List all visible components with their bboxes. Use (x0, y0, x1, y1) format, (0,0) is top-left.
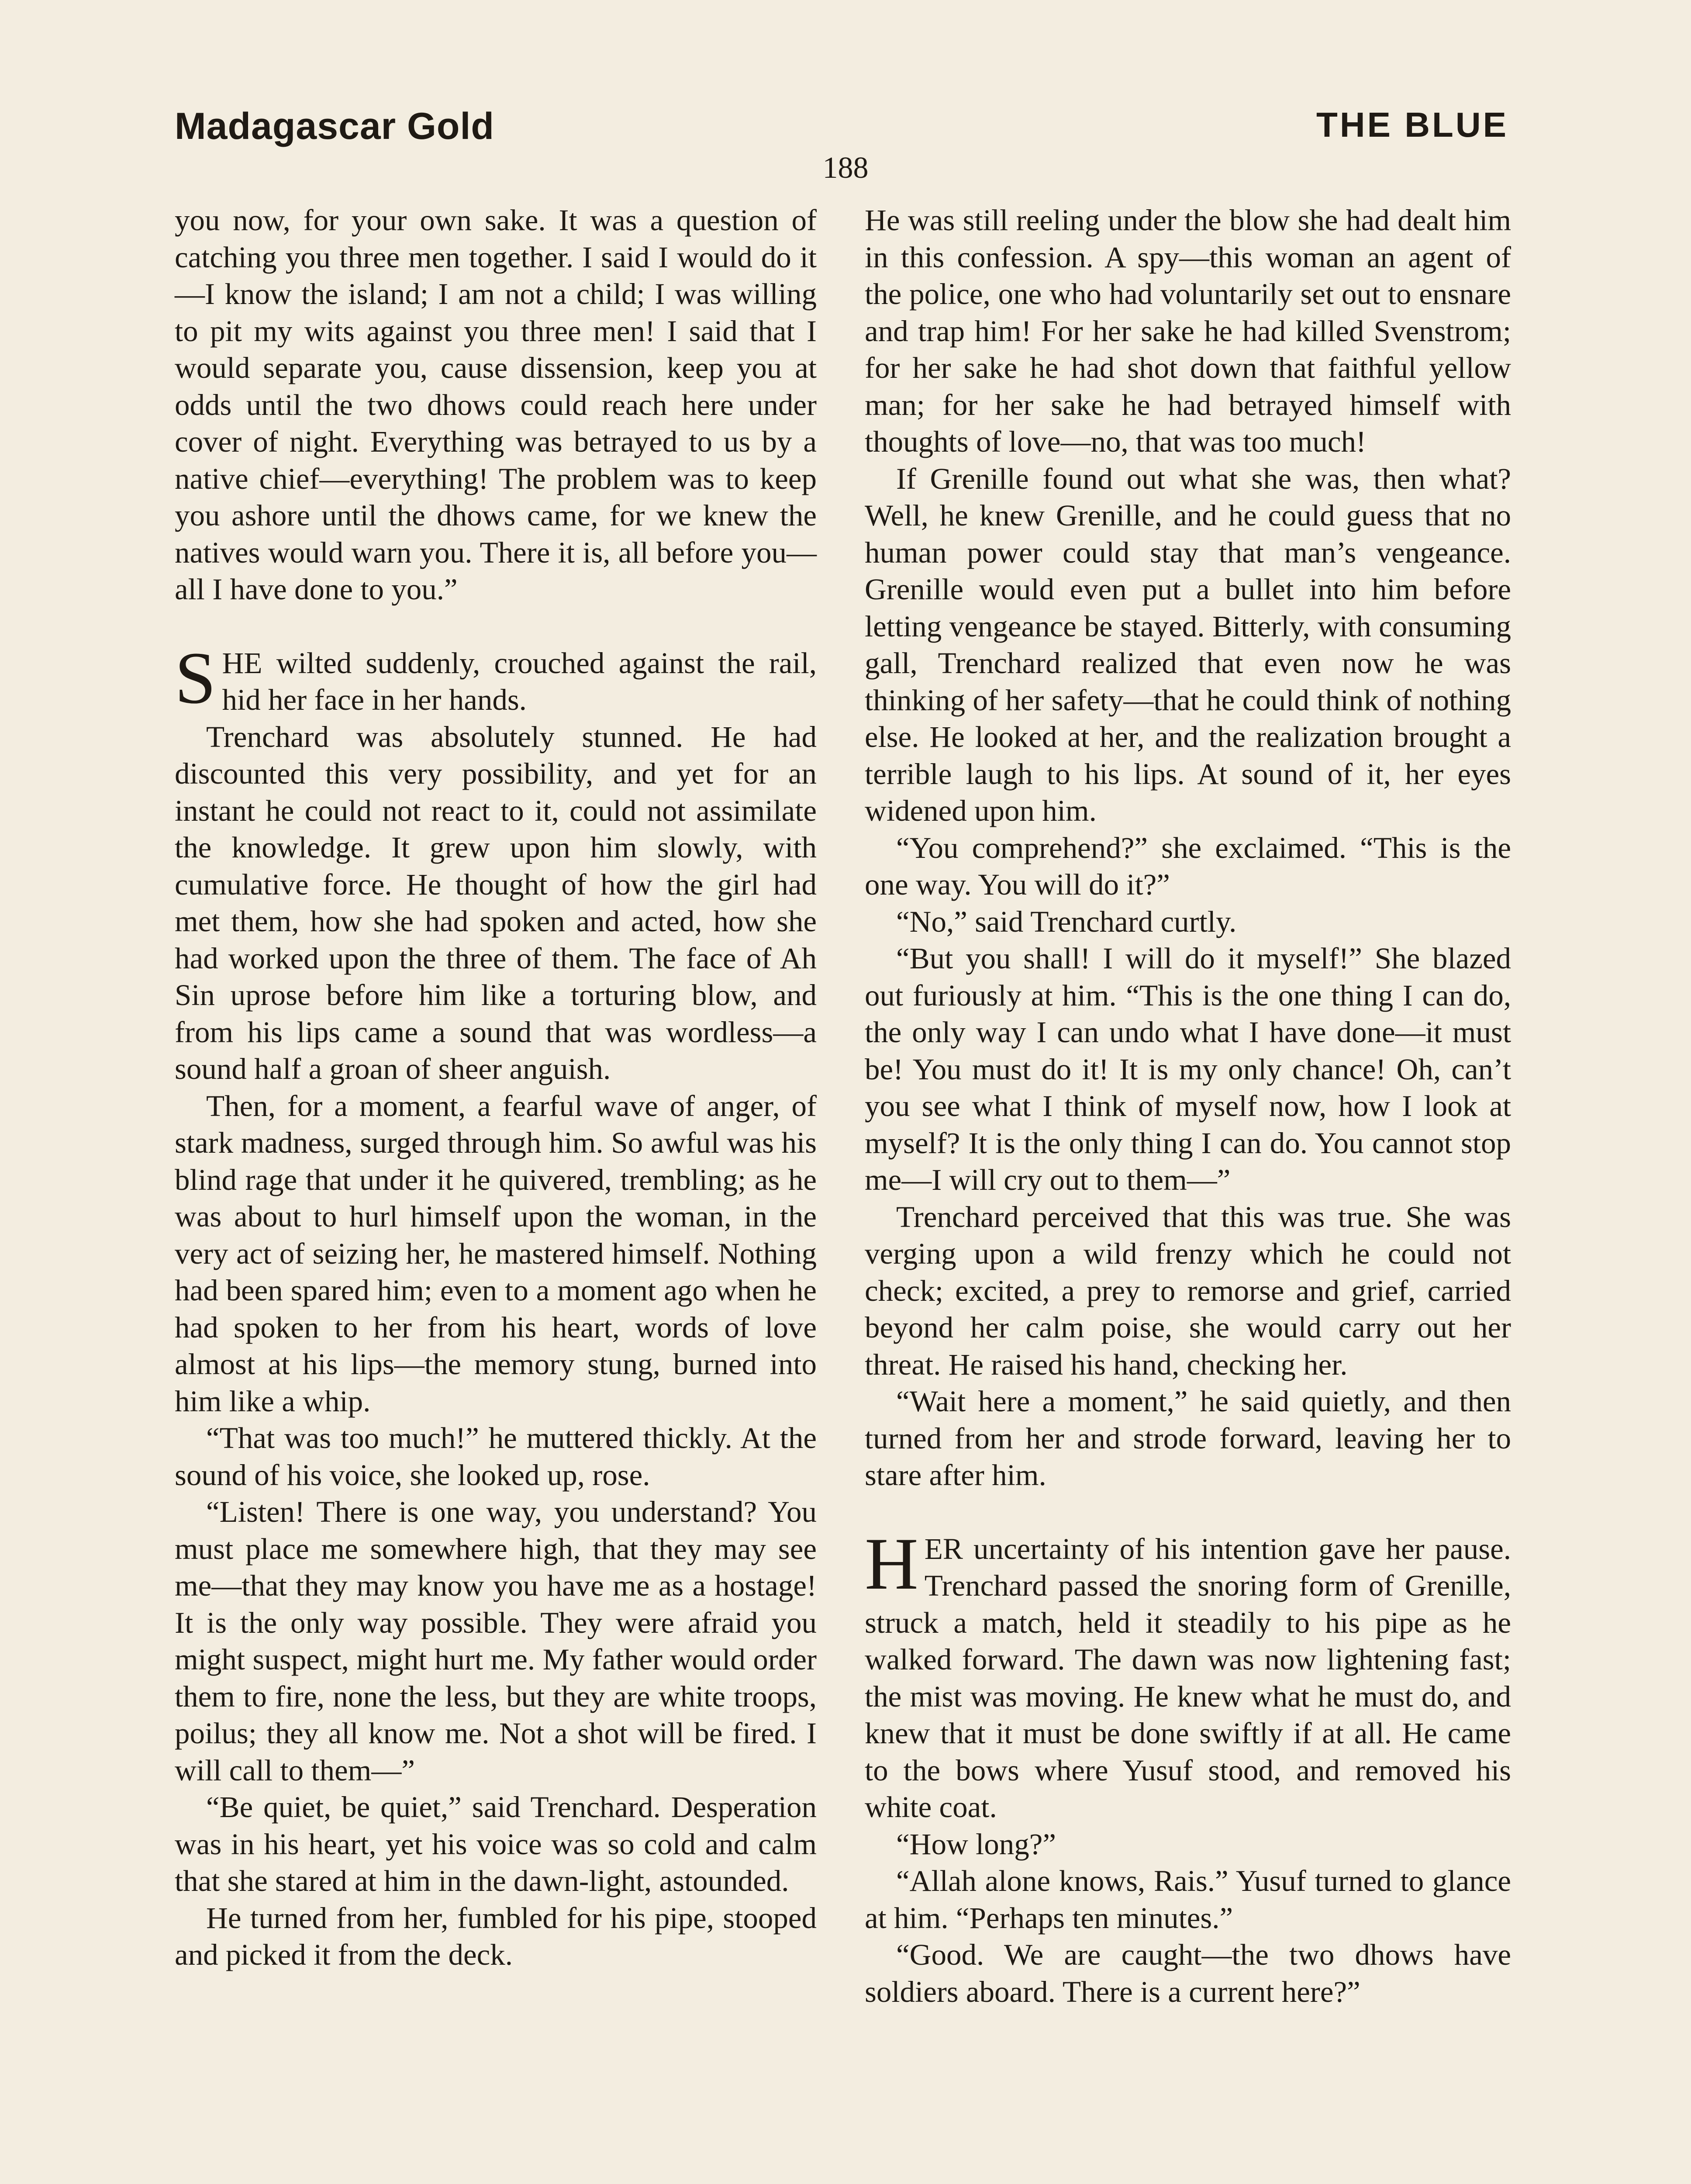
paragraph: “Wait here a moment,” he said quietly, and then turned from her and strode forward, leaving her to stare after him. (865, 1385, 1511, 1492)
paragraph: “That was too much!” he muttered thickly. At the sound of his voice, she looked up, rose. (175, 1421, 817, 1492)
paragraph: “How long?” (896, 1827, 1056, 1861)
paragraph: Then, for a moment, a fearful wave of anger, of stark madness, surged through him. So awful was his blind rage that under it he quivered, trembling; as he was about to hurl himself upon the woman, in the very act of seizing her, he mastered himself. Nothing had been spared him; even to a moment ago when he had spoken to her from his heart, words of love almost at his lips—the memory stung, burned into him like a whip. (175, 1089, 817, 1418)
section-paragraph (175, 636, 817, 719)
drop-cap: S (175, 636, 216, 719)
paragraph: “Be quiet, be quiet,” said Trenchard. Desperation was in his heart, yet his voice was so cold and calm that she stared at him in the dawn-light, astounded. (175, 1790, 817, 1897)
paragraph: He was still reeling under the blow she had dealt him in this confession. A spy—this woman an agent of the police, one who had voluntarily set out to ensnare and trap him! For her sake he had killed Svenstrom; for her sake he had shot down that faithful yellow man; for her sake he had betrayed himself with thoughts of love—no, that was too much! (865, 204, 1511, 458)
paragraph: “But you shall! I will do it myself!” She blazed out furiously at him. “This is the one thing I can do, the only way I can undo what I have done—it must be! You must do it! It is my only chance! Oh, can’t you see what I think of myself now, how I look at myself? It is the only thing I can do. You cannot stop me—I will cry out to them—” (865, 942, 1511, 1196)
story-title: Madagascar Gold (175, 105, 494, 147)
paragraph: “Listen! There is one way, you understand? You must place me somewhere high, that they may see me—that they may know you have me as a hostage! It is the only way possible. They were afraid you might suspect, might hurt me. My father would order them to fire, none the less, but they are white troops, poilus; they all know me. Not a shot will be fired. I will call to them—” (175, 1495, 817, 1787)
drop-cap: H (865, 1522, 918, 1605)
paragraph: “Good. We are caught—the two dhows have soldiers aboard. There is a current here?” (865, 1938, 1511, 2008)
paragraph: He turned from her, fumbled for his pipe, stooped and picked it from the deck. (175, 1901, 817, 1971)
paragraph: “You comprehend?” she exclaimed. “This is the one way. You will do it?” (865, 831, 1511, 901)
section-paragraph (865, 1522, 1511, 1826)
right-column (865, 202, 1511, 2010)
paragraph: If Grenille found out what she was, then what? Well, he knew Grenille, and he could guess that no human power could stay that man’s vengeance. Grenille would even put a bullet into him before letting vengeance be stayed. Bitterly, with consuming gall, Trenchard realized that even now he was thinking of her safety—that he could think of nothing else. He looked at her, and the realization brought a terrible laugh to his lips. At sound of it, her eyes widened upon him. (865, 462, 1511, 827)
magazine-title: THE BLUE (1316, 105, 1508, 144)
paragraph: Trenchard was absolutely stunned. He had discounted this very possibility, and yet for an instant he could not react to it, could not assimilate the knowledge. It grew upon him slowly, with cumulative force. He thought of how the girl had met them, how she had spoken and acted, how she had worked upon the three of them. The face of Ah Sin uprose before him like a torturing blow, and from his lips came a sound that was wordless—a sound half a groan of sheer anguish. (175, 720, 817, 1085)
paragraph: “No,” said Trenchard curtly. (896, 905, 1237, 938)
paragraph: “Allah alone knows, Rais.” Yusuf turned to glance at him. “Perhaps ten minutes.” (865, 1864, 1511, 1935)
paragraph: Trenchard perceived that this was true. She was verging upon a wild frenzy which he could not check; excited, a prey to remorse and grief, carried beyond her calm poise, she would carry out her threat. He raised his hand, checking her. (865, 1200, 1511, 1381)
page-number: 188 (822, 151, 869, 185)
paragraph-text: HE wilted suddenly, crouched against the rail, hid her face in her hands. (222, 646, 817, 716)
left-column (175, 202, 817, 1973)
paragraph: you now, for your own sake. It was a question of catching you three men together. I said I would do it—I know the island; I am not a child; I was willing to pit my wits against you three men! I said that I would separate you, cause dissension, keep you at odds until the two dhows could reach here under cover of night. Everything was betrayed to us by a native chief—everything! The problem was to keep you ashore until the dhows came, for we knew the natives would warn you. There it is, all before you—all I have done to you.” (175, 204, 817, 606)
paragraph-text: ER uncertainty of his intention gave her pause. Trenchard passed the snoring form of Grenille, struck a match, held it steadily to his pipe as he walked forward. The dawn was now lightening fast; the mist was moving. He knew what he must do, and knew that it must be done swiftly if at all. He came to the bows where Yusuf stood, and removed his white coat. (865, 1532, 1511, 1824)
